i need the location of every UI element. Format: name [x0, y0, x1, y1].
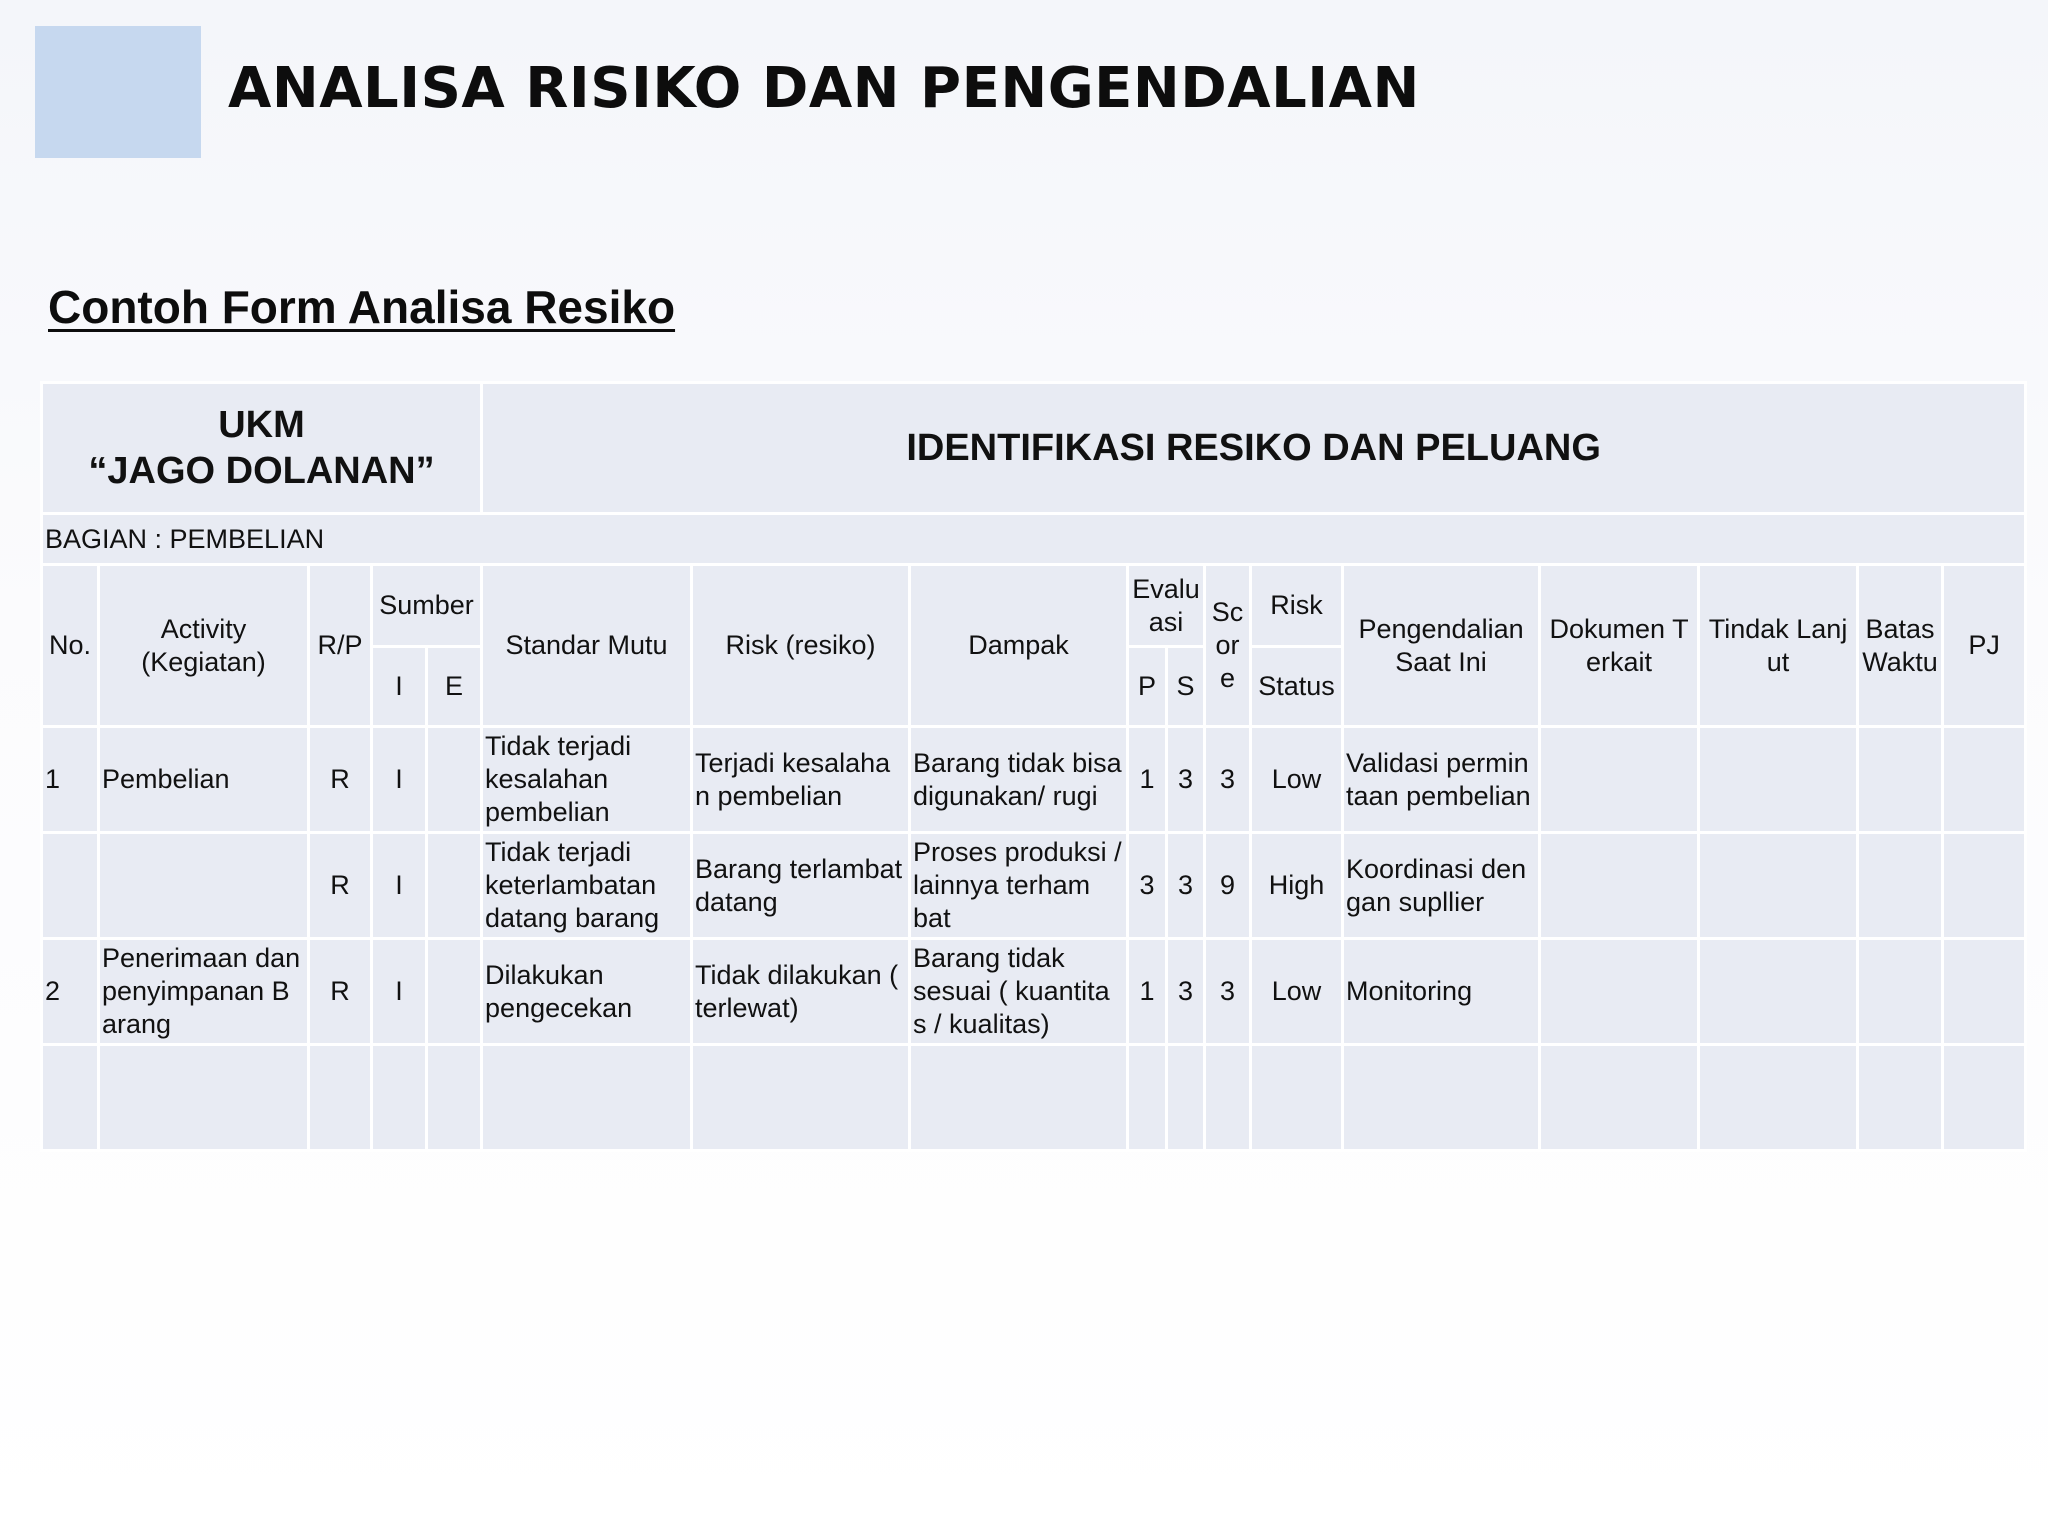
- col-header-sumber: Sumber: [372, 565, 482, 647]
- col-header-s: S: [1167, 647, 1205, 727]
- cell-p: 3: [1128, 833, 1167, 939]
- cell-rp: R: [309, 727, 372, 833]
- col-header-risk-group: Risk: [1251, 565, 1343, 647]
- title-accent-square: [35, 26, 201, 158]
- cell-risk: Barang terlambat datang: [692, 833, 910, 939]
- cell-s: 3: [1167, 833, 1205, 939]
- cell-batas-waktu: [1858, 833, 1943, 939]
- col-header-activity: Activity (Kegiatan): [99, 565, 309, 727]
- col-header-pengendalian: Pengendalian Saat Ini: [1343, 565, 1540, 727]
- col-header-dampak: Dampak: [910, 565, 1128, 727]
- cell-dokumen: [1540, 727, 1699, 833]
- col-header-no: No.: [42, 565, 99, 727]
- cell-rp: R: [309, 939, 372, 1045]
- cell-pj: [1943, 833, 2026, 939]
- cell-dokumen: [1540, 939, 1699, 1045]
- col-header-tindak-lanjut: Tindak Lanj ut: [1699, 565, 1858, 727]
- col-header-sumber-e: E: [427, 647, 482, 727]
- table-row: [42, 833, 2026, 939]
- cell-dampak: Barang tidak sesuai ( kuantita s / kualitas): [910, 939, 1128, 1045]
- cell-status: High: [1251, 833, 1343, 939]
- col-header-standar-mutu: Standar Mutu: [482, 565, 692, 727]
- cell-sumber-i: I: [372, 727, 427, 833]
- cell-s: 3: [1167, 727, 1205, 833]
- col-header-score: Sc ore: [1205, 565, 1251, 727]
- cell-sumber-i: I: [372, 939, 427, 1045]
- cell-pj: [1943, 939, 2026, 1045]
- cell-p: 1: [1128, 939, 1167, 1045]
- cell-pengendalian: Validasi permin taan pembelian: [1343, 727, 1540, 833]
- cell-status: Low: [1251, 939, 1343, 1045]
- cell-standar-mutu: Tidak terjadi kesalahan pembelian: [482, 727, 692, 833]
- col-header-risk: Risk (resiko): [692, 565, 910, 727]
- cell-batas-waktu: [1858, 727, 1943, 833]
- cell-pj: [1943, 727, 2026, 833]
- org-name: “JAGO DOLANAN”: [88, 450, 435, 492]
- col-header-batas-waktu: Batas Waktu: [1858, 565, 1943, 727]
- cell-standar-mutu: Tidak terjadi keterlambatan datang barang: [482, 833, 692, 939]
- cell-tindak-lanjut: [1699, 727, 1858, 833]
- cell-score: 9: [1205, 833, 1251, 939]
- empty-table-row: [42, 1045, 2026, 1151]
- org-label: UKM: [218, 404, 305, 446]
- cell-sumber-e: [427, 833, 482, 939]
- risk-analysis-form-table: [40, 381, 2027, 1152]
- cell-s: 3: [1167, 939, 1205, 1045]
- cell-risk: Tidak dilakukan ( terlewat): [692, 939, 910, 1045]
- cell-pengendalian: Koordinasi den gan supllier: [1343, 833, 1540, 939]
- cell-tindak-lanjut: [1699, 939, 1858, 1045]
- cell-activity: Pembelian: [99, 727, 309, 833]
- col-header-pj: PJ: [1943, 565, 2026, 727]
- col-header-sumber-i: I: [372, 647, 427, 727]
- cell-standar-mutu: Dilakukan pengecekan: [482, 939, 692, 1045]
- cell-risk: Terjadi kesalaha n pembelian: [692, 727, 910, 833]
- cell-p: 1: [1128, 727, 1167, 833]
- cell-pengendalian: Monitoring: [1343, 939, 1540, 1045]
- cell-dampak: Barang tidak bisa digunakan/ rugi: [910, 727, 1128, 833]
- table-row: [42, 939, 2026, 1045]
- cell-activity: [99, 833, 309, 939]
- table-row: [42, 727, 2026, 833]
- col-header-evaluasi: Evalu asi: [1128, 565, 1205, 647]
- cell-batas-waktu: [1858, 939, 1943, 1045]
- department-label: BAGIAN : PEMBELIAN: [42, 514, 2026, 565]
- col-header-dokumen: Dokumen T erkait: [1540, 565, 1699, 727]
- cell-sumber-e: [427, 727, 482, 833]
- cell-no: 2: [42, 939, 99, 1045]
- cell-sumber-i: I: [372, 833, 427, 939]
- cell-dokumen: [1540, 833, 1699, 939]
- cell-rp: R: [309, 833, 372, 939]
- slide-title: ANALISA RISIKO DAN PENGENDALIAN: [228, 56, 1420, 121]
- cell-status: Low: [1251, 727, 1343, 833]
- cell-activity: Penerimaan dan penyimpanan B arang: [99, 939, 309, 1045]
- cell-tindak-lanjut: [1699, 833, 1858, 939]
- cell-score: 3: [1205, 939, 1251, 1045]
- cell-no: [42, 833, 99, 939]
- section-title: IDENTIFIKASI RESIKO DAN PELUANG: [482, 383, 2026, 514]
- col-header-p: P: [1128, 647, 1167, 727]
- cell-dampak: Proses produksi / lainnya terham bat: [910, 833, 1128, 939]
- cell-no: 1: [42, 727, 99, 833]
- cell-sumber-e: [427, 939, 482, 1045]
- org-name-cell: [42, 383, 482, 514]
- col-header-status: Status: [1251, 647, 1343, 727]
- cell-score: 3: [1205, 727, 1251, 833]
- form-subtitle: Contoh Form Analisa Resiko: [48, 281, 676, 333]
- col-header-rp: R/P: [309, 565, 372, 727]
